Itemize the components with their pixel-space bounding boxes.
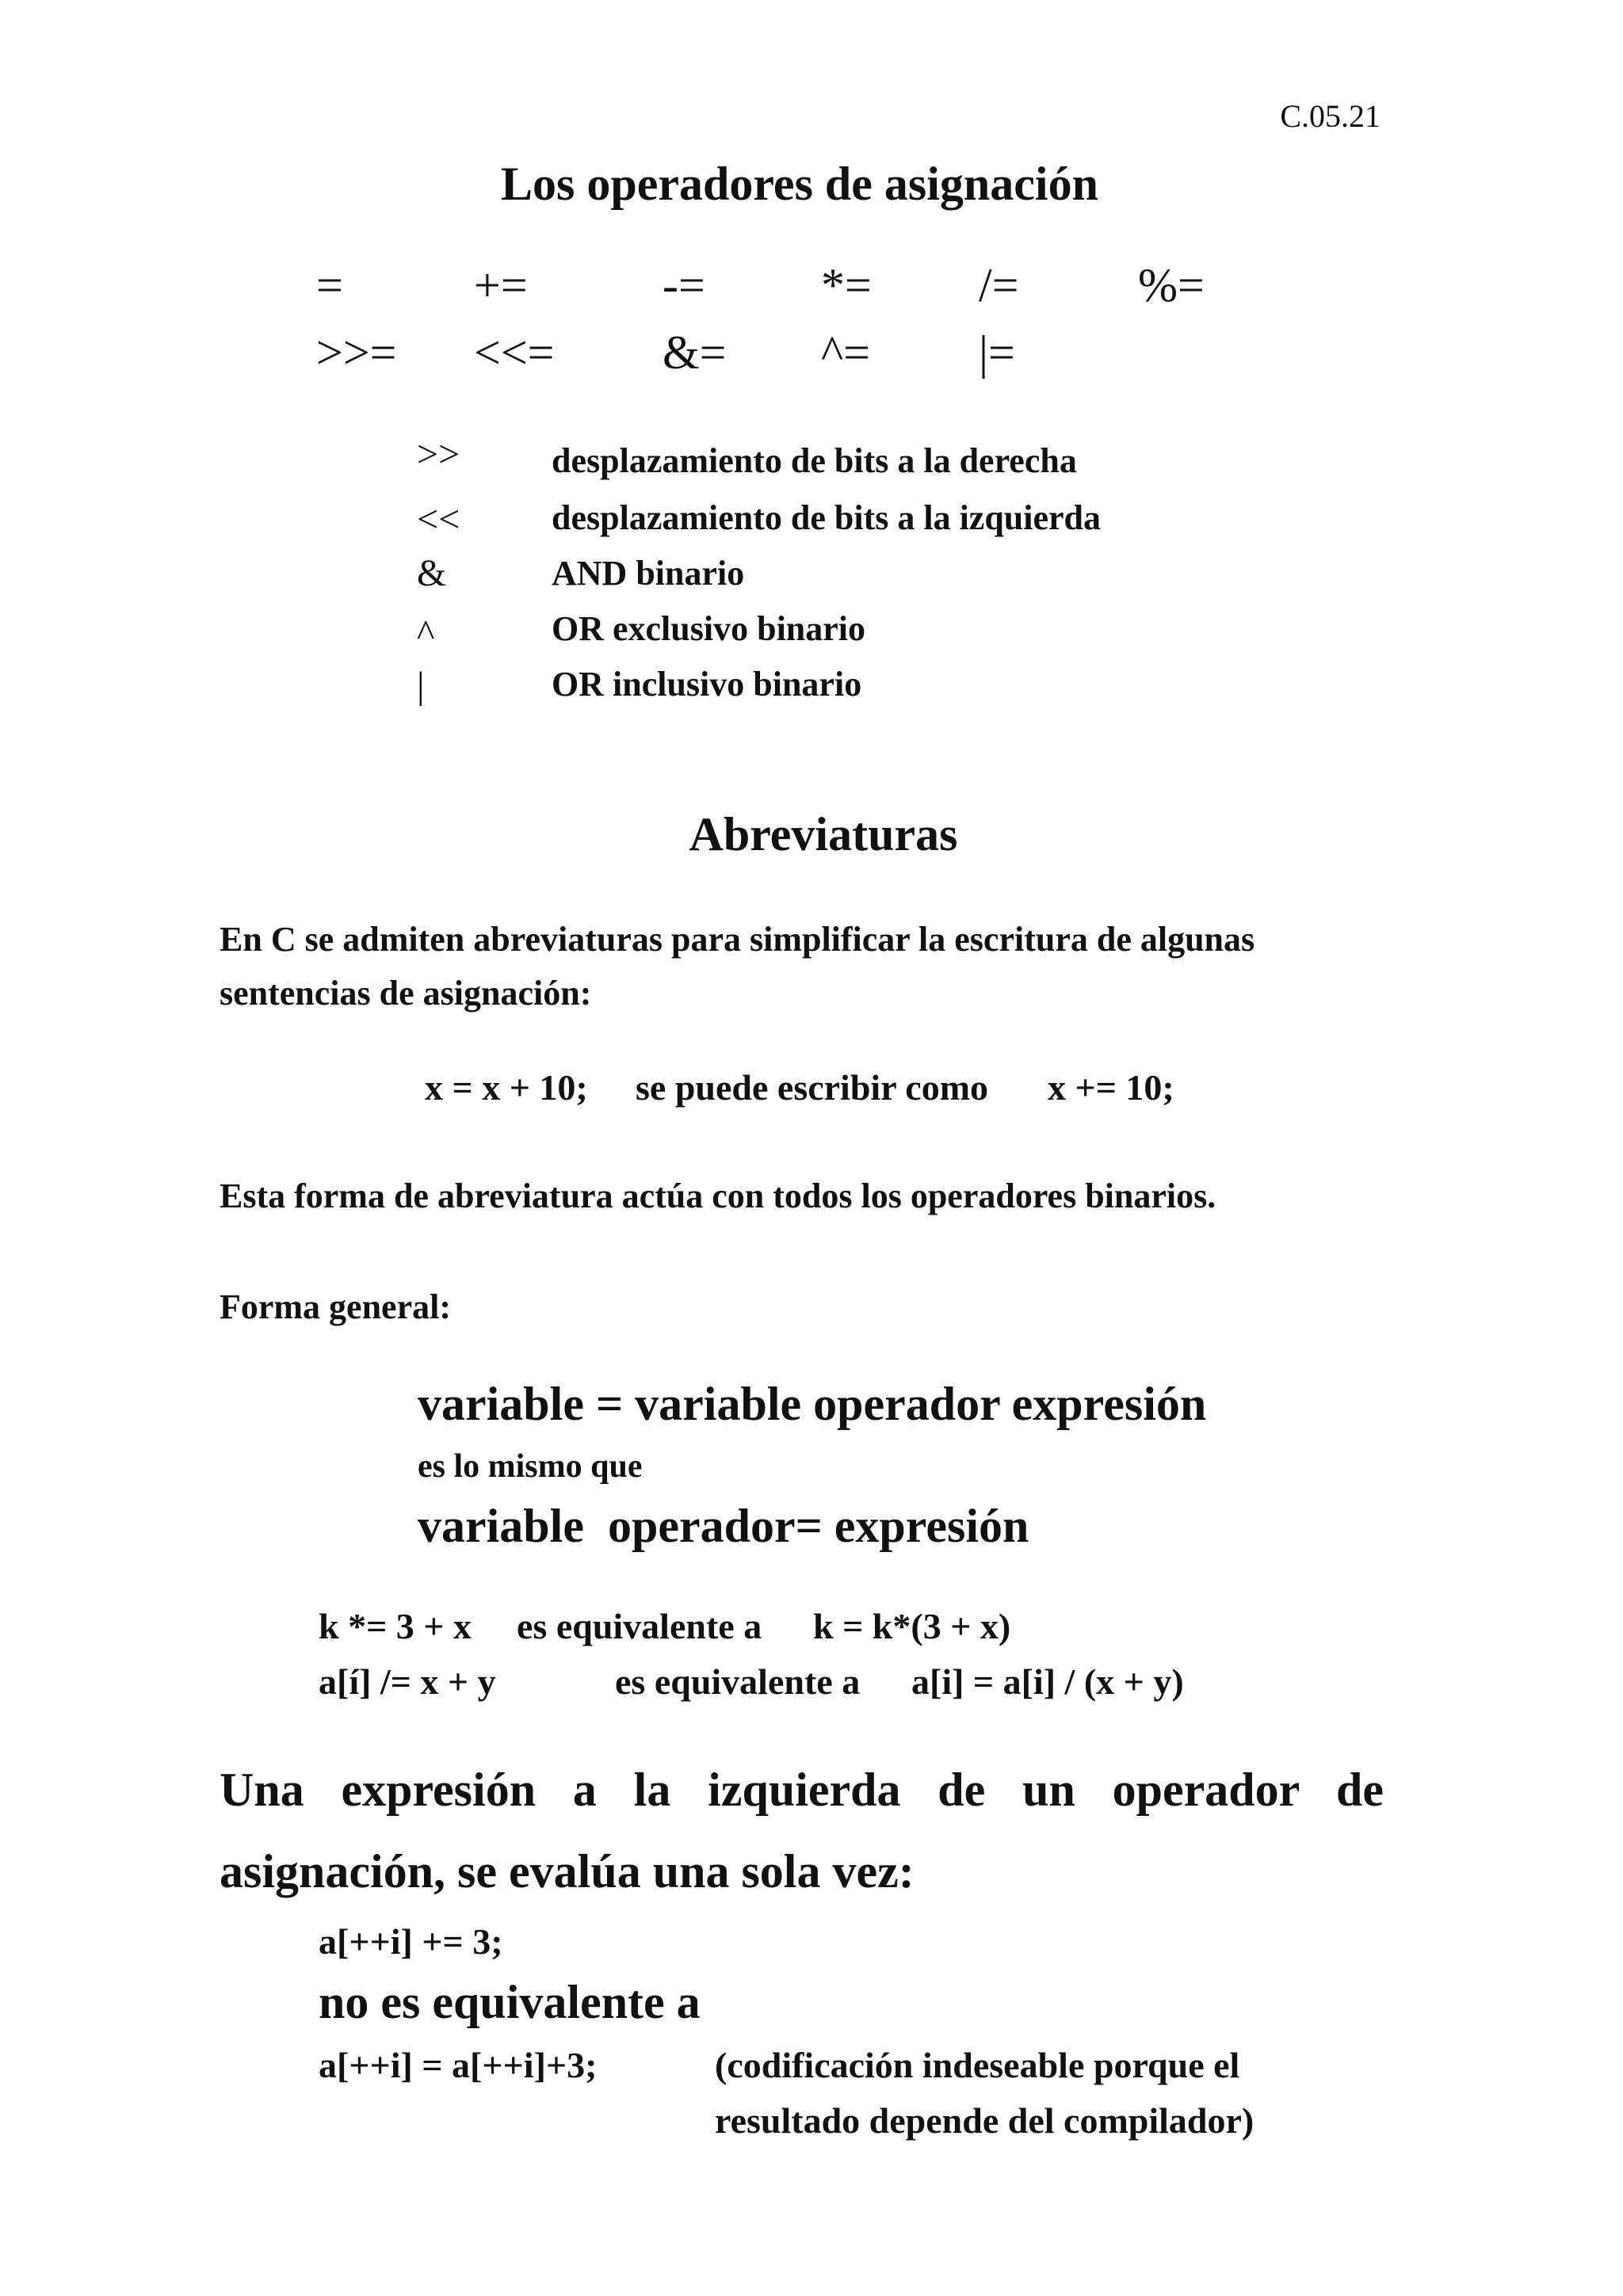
definition-description: desplazamiento de bits a la derecha: [552, 441, 1077, 480]
definition-description: AND binario: [552, 554, 745, 593]
code-example-2: a[++i] = a[++i]+3;: [319, 2045, 598, 2085]
comment-line-2: resultado depende del compilador): [715, 2100, 1254, 2141]
operator-add-assign: +=: [474, 259, 528, 311]
operator-mod-assign: %=: [1138, 259, 1205, 311]
intro-line-2: sentencias de asignación:: [220, 974, 592, 1013]
general-form-line-2: es lo mismo que: [418, 1448, 643, 1485]
general-form-line-3: variable operador= expresión: [418, 1500, 1029, 1552]
equivalence-middle: es equivalente a: [517, 1606, 762, 1646]
operator-and-assign: &=: [663, 326, 727, 379]
definition-description: OR exclusivo binario: [552, 609, 866, 648]
operator-sub-assign: -=: [663, 259, 705, 311]
definition-description: OR inclusivo binario: [552, 665, 862, 704]
definition-description: desplazamiento de bits a la izquierda: [552, 498, 1102, 537]
not-equivalent-label: no es equivalente a: [319, 1976, 701, 2028]
equivalence-right: k = k*(3 + x): [813, 1606, 1011, 1646]
general-form-line-1: variable = variable operador expresión: [418, 1378, 1207, 1430]
equivalence-left: k *= 3 + x: [319, 1606, 472, 1646]
operator-shl-assign: <<=: [474, 326, 555, 379]
section-title-operators: Los operadores de asignación: [501, 158, 1098, 210]
definition-symbol: ^: [417, 612, 435, 654]
code-example-1: a[++i] += 3;: [319, 1921, 503, 1962]
comment-line-1: (codificación indeseable porque el: [715, 2045, 1240, 2085]
definition-symbol: <<: [417, 498, 460, 540]
operator-shr-assign: >>=: [316, 326, 397, 379]
operator-mul-assign: *=: [821, 259, 872, 311]
heading-line-2: asignación, se evalúa una sola vez:: [220, 1845, 915, 1897]
equivalence-left: a[í] /= x + y: [319, 1661, 496, 1702]
example-left: x = x + 10;: [425, 1067, 588, 1108]
single-evaluation-heading: [220, 1749, 1384, 1913]
definition-symbol: >>: [417, 433, 460, 475]
section-title-abbreviations: Abreviaturas: [689, 808, 958, 860]
page-code: C.05.21: [1280, 98, 1381, 134]
intro-line-1: En C se admiten abreviaturas para simplificar la escritura de algunas: [220, 920, 1255, 959]
example-right: x += 10;: [1048, 1067, 1174, 1108]
definition-symbol: |: [417, 665, 425, 707]
operator-or-assign: |=: [979, 326, 1015, 379]
note-binary-operators: Esta forma de abreviatura actúa con todos los operadores binarios.: [220, 1177, 1216, 1215]
operator-xor-assign: ^=: [821, 326, 870, 379]
heading-line-1: Una expresión a la izquierda de un operador de: [220, 1764, 1384, 1816]
example-middle: se puede escribir como: [636, 1067, 989, 1108]
equivalence-middle: es equivalente a: [615, 1661, 861, 1702]
general-form-label: Forma general:: [220, 1287, 451, 1326]
equivalence-right: a[i] = a[i] / (x + y): [911, 1661, 1184, 1702]
operator-div-assign: /=: [979, 259, 1019, 311]
operator-assign: =: [316, 259, 343, 311]
definition-symbol: &: [417, 552, 447, 594]
